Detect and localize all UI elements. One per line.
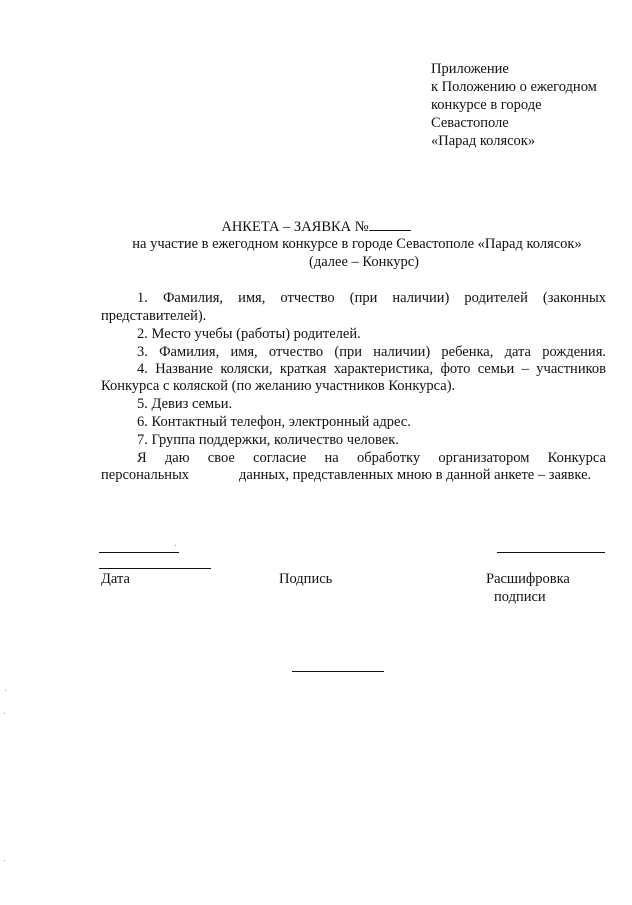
list-item — [101, 395, 606, 413]
list-item — [101, 431, 606, 449]
list-item-text: 7. Группа поддержки, количество человек. — [137, 432, 399, 448]
scan-speck — [175, 545, 176, 546]
appendix-line: к Положению о ежегодном — [431, 79, 597, 95]
scan-speck — [5, 690, 6, 691]
date-blank-line[interactable] — [99, 552, 179, 553]
consent-continuation-left: персональных — [101, 467, 190, 483]
date-label: Дата — [101, 571, 130, 587]
list-item-text: 5. Девиз семьи. — [137, 396, 233, 412]
application-number-blank[interactable] — [369, 217, 411, 231]
list-item-continuation: представителей). — [101, 308, 207, 324]
appendix-line: Севастополе — [431, 115, 509, 131]
decoding-label: Расшифровка — [486, 571, 570, 587]
form-title — [0, 217, 632, 236]
list-item-text: 3. Фамилия, имя, отчество (при наличии) ребенка, дата рождения. — [137, 344, 606, 360]
bottom-blank-line — [292, 671, 384, 672]
list-item-text: 6. Контактный телефон, электронный адрес. — [137, 414, 411, 430]
list-item-continuation: Конкурса с коляской (по желанию участников Конкурса). — [101, 378, 456, 394]
scan-speck — [4, 713, 5, 714]
list-item-text: 2. Место учебы (работы) родителей. — [137, 326, 361, 342]
form-subtitle: на участие в ежегодном конкурсе в городе Севастополе «Парад колясок» — [132, 236, 582, 252]
appendix-line: «Парад колясок» — [431, 133, 536, 149]
scan-speck — [4, 860, 5, 861]
appendix-note — [431, 60, 597, 150]
list-item — [101, 413, 606, 431]
consent-text: Я даю свое согласие на обработку организатором Конкурса — [137, 450, 606, 466]
date-blank-line-lower[interactable] — [99, 568, 211, 569]
consent-statement — [101, 449, 606, 467]
list-item-text: 4. Название коляски, краткая характеристика, фото семьи – участников — [137, 361, 606, 377]
form-title-text: АНКЕТА – ЗАЯВКА № — [221, 219, 369, 235]
list-item-text: 1. Фамилия, имя, отчество (при наличии) родителей (законных — [137, 290, 606, 306]
decoding-label-second-line: подписи — [494, 589, 546, 605]
list-item — [101, 343, 606, 361]
list-item — [101, 325, 606, 343]
signature-label: Подпись — [279, 571, 333, 587]
appendix-line: конкурсе в городе — [431, 97, 542, 113]
consent-continuation-right: данных, представленных мною в данной анкете – заявке. — [239, 467, 592, 483]
decoding-blank-line[interactable] — [497, 552, 605, 553]
form-subtitle-note: (далее – Конкурс) — [309, 254, 419, 270]
list-item — [101, 289, 606, 307]
appendix-line: Приложение — [431, 61, 509, 77]
list-item — [101, 360, 606, 378]
